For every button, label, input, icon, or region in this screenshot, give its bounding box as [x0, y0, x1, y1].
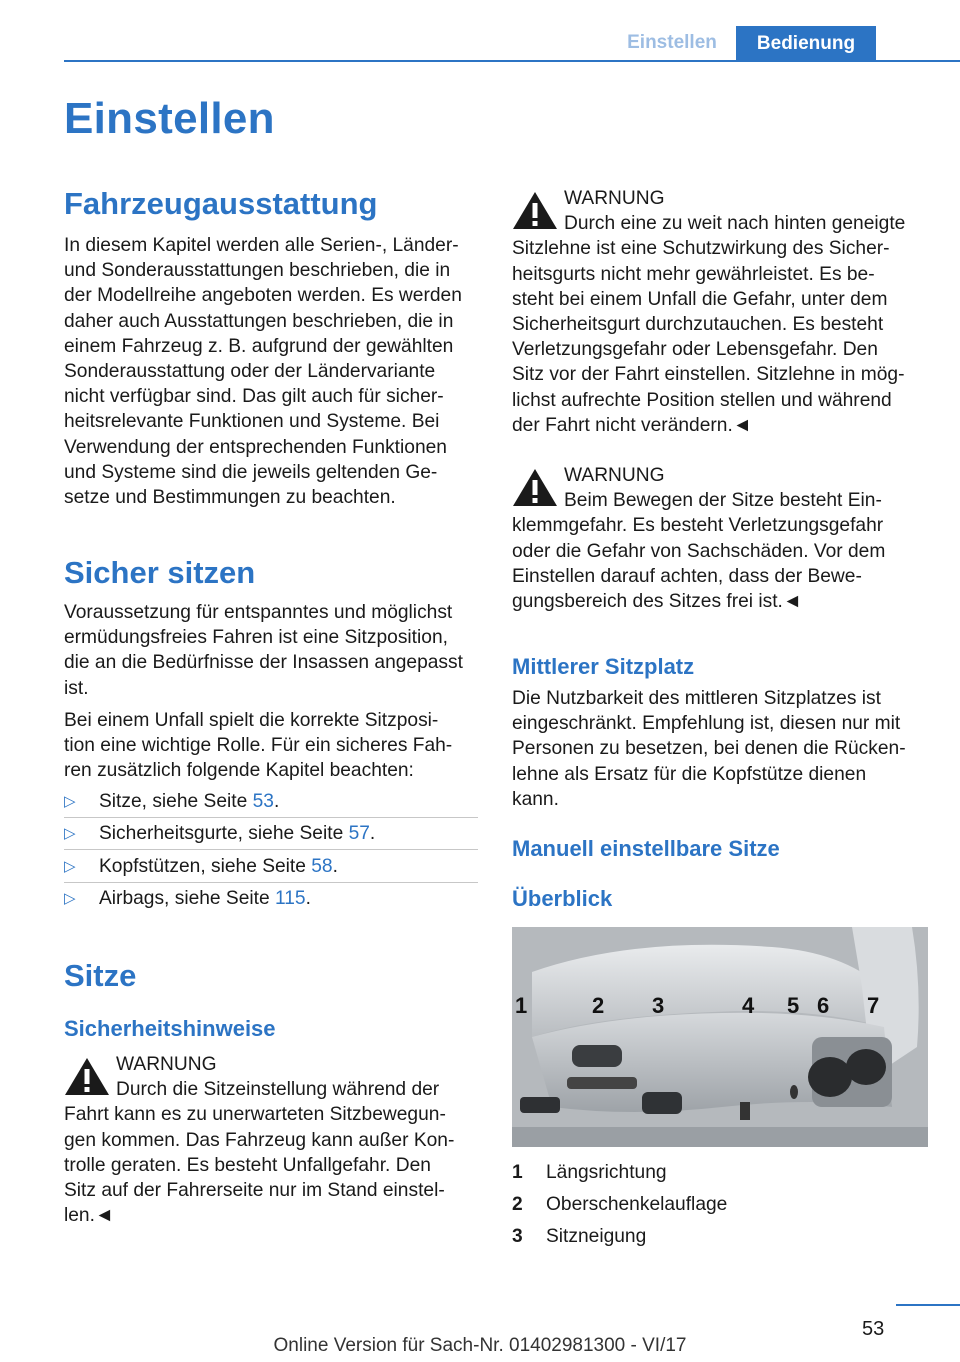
warning-triangle-icon — [512, 190, 558, 230]
triangle-bullet-icon: ▷ — [64, 825, 76, 842]
link-page-115[interactable]: 115 — [275, 888, 306, 909]
link-page-57[interactable]: 57 — [348, 823, 370, 844]
triangle-bullet-icon: ▷ — [64, 890, 76, 907]
heading-mittlerer-sitzplatz: Mittlerer Sitzplatz — [512, 654, 695, 679]
header-tab-einstellen[interactable]: Einstellen — [627, 32, 717, 53]
header-rule — [64, 60, 960, 62]
list-divider — [64, 817, 478, 818]
triangle-bullet-icon: ▷ — [64, 858, 76, 875]
heading-fahrzeugausstattung: Fahrzeugausstattung — [64, 186, 378, 221]
callout-5: 5 — [787, 993, 800, 1018]
warning-triangle-icon — [512, 467, 558, 507]
callout-1: 1 — [515, 993, 528, 1018]
warning-block-sitzlehne: WARNUNG Durch eine zu weit nach hinten geneigte Sitzlehne ist eine Schutzwirkung des Sicher- heitsgurts nicht mehr gewährleistet. Es be- steht bei einem Unfall die Gefahr, unter dem Sicherheitsgurt durchzutauchen. Es besteht Verletzungsgefahr oder Lebensgefahr. Den Sitz vor der Fahrt einstellen. Sitzlehne in mög- lichst aufrechte Position stellen und während der Fahrt nicht verändern.◄ — [512, 186, 928, 438]
heading-sicher-sitzen: Sicher sitzen — [64, 555, 256, 590]
page-title: Einstellen — [64, 94, 275, 143]
callout-6: 6 — [817, 993, 830, 1018]
paragraph-fahrzeugausstattung: In diesem Kapitel werden alle Serien-, Länder- und Sonderausstattungen beschrieben, die in der Modellreihe angeboten werden. Es werden daher auch Ausstattungen beschrieben, die in einem Fahrzeug z. B. aufgrund der gewählten Sonderausstattung oder der Ländervariante nicht verfügbar sind. Das gilt auch für sicher- heitsrelevante Funktionen und Systeme. Bei Verwendung der entsprechenden Funktionen und Systeme sind die jeweils geltenden Ge- setze und Bestimmungen zu beachten. — [64, 235, 462, 509]
heading-ueberblick: Überblick — [512, 886, 613, 911]
callout-7: 7 — [867, 993, 880, 1018]
callout-4: 4 — [742, 993, 755, 1018]
paragraph-sicher-sitzen-1: Voraussetzung für entspanntes und möglichst ermüdungsfreies Fahren ist eine Sitzposition, die an die Bedürfnisse der Insassen angepasst ist. — [64, 602, 463, 699]
warning-block-einklemmgefahr: WARNUNG Beim Bewegen der Sitze besteht Ein- klemmgefahr. Es besteht Verletzungsgefahr oder die Gefahr von Sachschäden. Vor dem Einstellen darauf achten, dass der Bewe- gungsbereich des Sitzes frei ist.◄ — [512, 463, 928, 614]
triangle-bullet-icon: ▷ — [64, 793, 76, 810]
warning-block-sitzeinstellung: WARNUNG Durch die Sitzeinstellung während der Fahrt kann es zu unerwarteten Sitzbewegun- gen kommen. Das Fahrzeug kann außer Kon- trolle geraten. Es besteht Unfallgefahr. Den Sitz auf der Fahrerseite nur im Stand einstel- len.◄ — [64, 1052, 478, 1228]
link-page-58[interactable]: 58 — [311, 856, 333, 877]
warning-label: WARNUNG — [116, 1054, 217, 1075]
footer-rule — [896, 1304, 960, 1306]
heading-sitze: Sitze — [64, 958, 137, 993]
list-divider — [64, 882, 478, 883]
link-page-53[interactable]: 53 — [252, 791, 274, 812]
seat-controls-photo — [512, 927, 928, 1147]
heading-sicherheitshinweise: Sicherheitshinweise — [64, 1016, 276, 1041]
page-number: 53 — [862, 1318, 885, 1340]
list-divider — [64, 849, 478, 850]
callout-3: 3 — [652, 993, 665, 1018]
footer-version-text: Online Version für Sach-Nr. 01402981300 - VI/17 — [273, 1335, 687, 1356]
callout-2: 2 — [592, 993, 605, 1018]
heading-manuell-einstellbare-sitze: Manuell einstellbare Sitze — [512, 836, 780, 861]
warning-label: WARNUNG — [564, 465, 665, 486]
warning-label: WARNUNG — [564, 188, 665, 209]
paragraph-mittlerer-sitzplatz: Die Nutzbarkeit des mittleren Sitzplatzes ist eingeschränkt. Empfehlung ist, diesen nur mit Personen zu besetzen, bei denen die Rücken- lehne als Ersatz für die Kopfstütze dienen kann. — [512, 688, 906, 810]
warning-triangle-icon — [64, 1056, 110, 1096]
paragraph-sicher-sitzen-2: Bei einem Unfall spielt die korrekte Sitzposi- tion eine wichtige Rolle. Für ein sicheres Fah- ren zusätzlich folgende Kapitel beachten: — [64, 710, 453, 782]
header-tab-bedienung[interactable]: Bedienung — [736, 26, 876, 62]
